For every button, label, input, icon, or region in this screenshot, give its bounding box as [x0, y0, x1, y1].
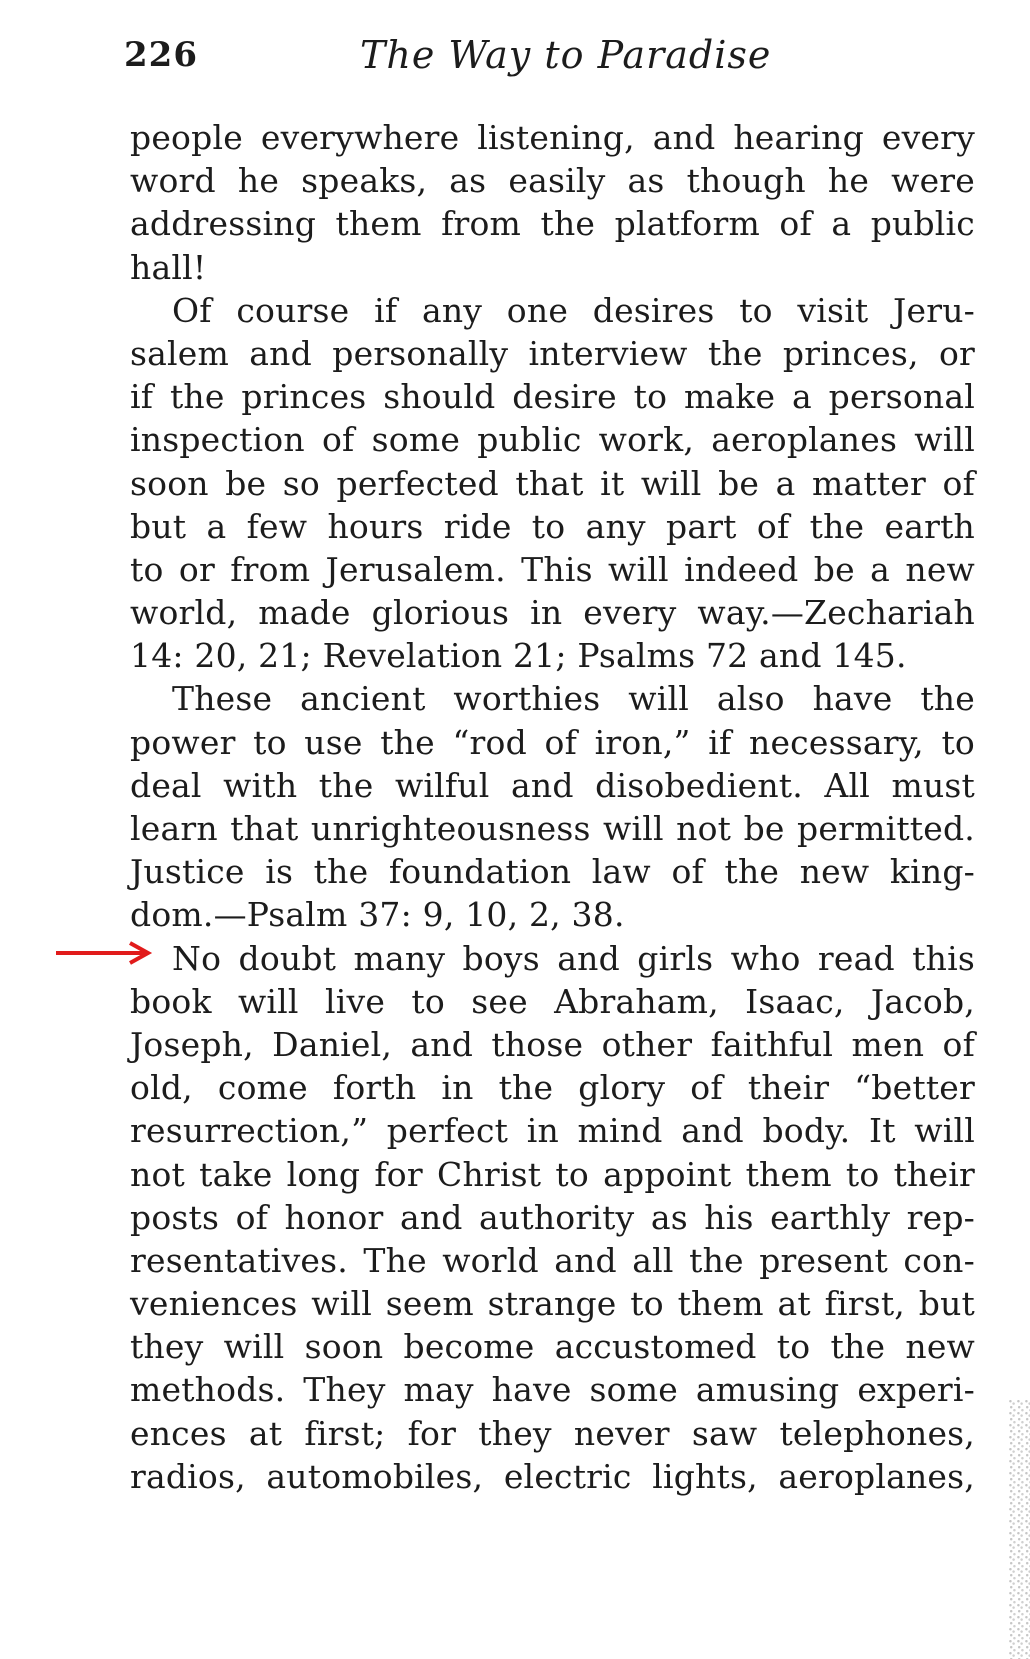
- running-title: The Way to Paradise: [360, 33, 772, 77]
- text-line: they will soon become accustomed to the new: [130, 1327, 975, 1367]
- text-line: dom.—Psalm 37: 9, 10, 2, 38.: [130, 895, 625, 935]
- text-line: but a few hours ride to any part of the earth: [130, 506, 975, 546]
- text-line: veniences will seem strange to them at first, but: [130, 1284, 975, 1324]
- text-line: Joseph, Daniel, and those other faithful men of: [130, 1024, 975, 1064]
- text-line: world, made glorious in every way.—Zechariah: [130, 593, 975, 633]
- text-line: book will live to see Abraham, Isaac, Jacob,: [130, 981, 975, 1021]
- text-line: word he speaks, as easily as though he were: [130, 161, 975, 201]
- text-line: inspection of some public work, aeroplanes will: [130, 420, 975, 460]
- text-line: hall!: [130, 247, 207, 287]
- text-line: radios, automobiles, electric lights, aeroplanes,: [130, 1456, 975, 1496]
- text-line: resentatives. The world and all the present con-: [130, 1240, 975, 1280]
- text-line: resurrection,” perfect in mind and body. It will: [130, 1111, 975, 1151]
- text-line: 14: 20, 21; Revelation 21; Psalms 72 and 145.: [130, 636, 907, 676]
- paragraph-start-line: Of course if any one desires to visit Jeru-: [172, 290, 975, 330]
- text-line: salem and personally interview the princes, or: [130, 333, 975, 373]
- text-line: power to use the “rod of iron,” if necessary, to: [130, 722, 975, 762]
- body-text: [130, 116, 975, 1498]
- paragraph-start-line: No doubt many boys and girls who read this: [172, 938, 975, 978]
- text-line: soon be so perfected that it will be a matter of: [130, 463, 975, 503]
- text-line: if the princes should desire to make a personal: [130, 377, 975, 417]
- paragraph-start-line: These ancient worthies will also have the: [172, 679, 975, 719]
- text-line: ences at first; for they never saw telephones,: [130, 1413, 975, 1453]
- text-line: not take long for Christ to appoint them to their: [130, 1154, 975, 1194]
- text-line: posts of honor and authority as his earthly rep-: [130, 1197, 975, 1237]
- text-line: learn that unrighteousness will not be permitted.: [130, 809, 975, 848]
- text-line: Justice is the foundation law of the new king-: [130, 852, 975, 892]
- text-line: methods. They may have some amusing experi-: [130, 1370, 975, 1410]
- text-line: deal with the wilful and disobedient. All must: [130, 765, 975, 805]
- text-line: to or from Jerusalem. This will indeed be a new: [130, 549, 975, 589]
- text-line: old, come forth in the glory of their “better: [130, 1068, 975, 1108]
- text-line: people everywhere listening, and hearing every: [130, 118, 975, 157]
- scan-speckle: [1008, 1400, 1030, 1659]
- page-header: [124, 32, 974, 82]
- page-number: 226: [124, 35, 198, 75]
- text-line: addressing them from the platform of a public: [130, 204, 975, 244]
